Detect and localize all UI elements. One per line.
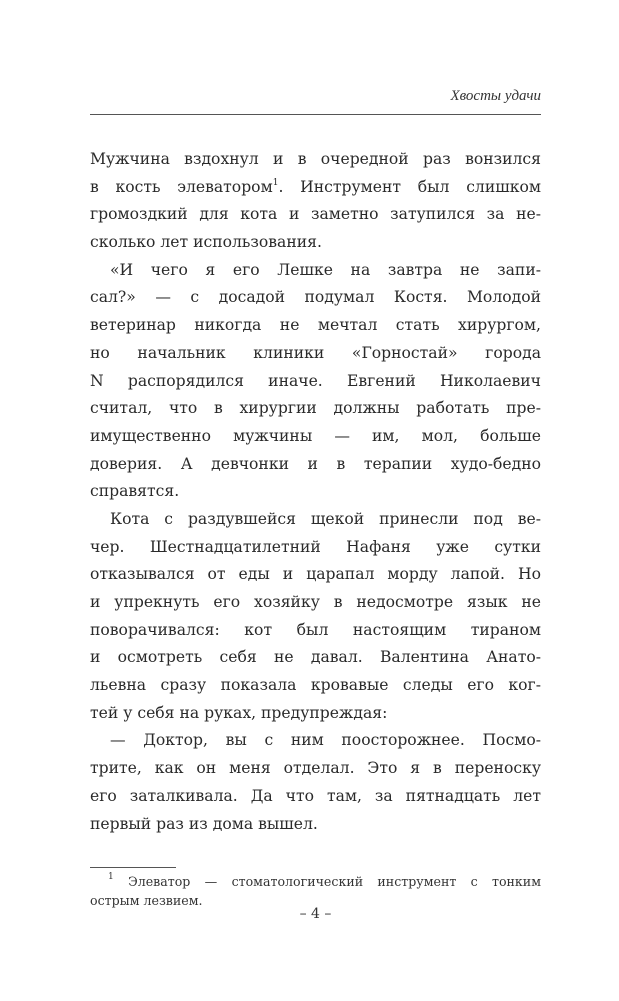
footnote-line: $^1$ Элеватор — стоматологический инструмент с тонким (108, 872, 541, 889)
text-line: — Доктор, вы с ним поосторожнее. Посмо- (110, 731, 541, 750)
text-line: и упрекнуть его хозяйку в недосмотре язык не (90, 593, 541, 611)
text-line: ветеринар никогда не мечтал стать хирургом, (90, 316, 541, 335)
text-line: отказывался от еды и царапал морду лапой. Но (90, 565, 541, 584)
text-line: льевна сразу показала кровавые следы его ког- (90, 676, 541, 695)
text-line: громоздкий для кота и заметно затупился за не- (90, 205, 541, 224)
text-line: сал?» — с досадой подумал Костя. Молодой (90, 288, 541, 307)
text-line: Мужчина вздохнул и в очередной раз вонзился (90, 150, 541, 168)
text-fragment: . Инструмент был слишком (278, 177, 541, 196)
text-line (90, 174, 541, 202)
text-line: чер. Шестнадцатилетний Нафаня уже сутки (90, 537, 541, 556)
page-number: – 4 – (299, 906, 332, 922)
text-line: Кота с раздувшейся щекой принесли под ве- (110, 509, 541, 528)
text-line: и осмотреть себя не давал. Валентина Анато- (90, 648, 541, 667)
text-line: его заталкивала. Да что там, за пятнадцать лет (90, 786, 541, 805)
text-line: N распорядился иначе. Евгений Николаевич (90, 371, 541, 390)
text-line: доверия. А девчонки и в терапии худо-бедно (90, 454, 541, 473)
text-line: поворачивался: кот был настоящим тираном (90, 620, 541, 639)
text-line: тей у себя на руках, предупреждая: (90, 703, 388, 722)
footnote-marker: 1 (108, 872, 114, 882)
running-head: Хвосты удачи (450, 88, 541, 104)
footnote-reference: 1 (272, 177, 279, 188)
text-line: сколько лет использования. (90, 233, 322, 252)
footnote-rule (90, 867, 176, 868)
text-line: считал, что в хирургии должны работать пре- (90, 399, 541, 418)
text-line: трите, как он меня отделал. Это я в переноску (90, 759, 541, 778)
text-line: справятся. (90, 482, 180, 501)
text-line: первый раз из дома вышел. (90, 814, 318, 833)
text-line: но начальник клиники «Горностай» города (90, 343, 541, 362)
text-line: имущественно мужчины — им, мол, больше (90, 426, 541, 445)
text-line: «И чего я его Лешке на завтра не запи- (110, 260, 541, 279)
footnote (90, 872, 541, 910)
text-fragment: в кость элеватором (90, 177, 273, 196)
header-rule (90, 114, 541, 115)
footnote-line: острым лезвием. (90, 893, 203, 908)
body-text (90, 146, 541, 838)
